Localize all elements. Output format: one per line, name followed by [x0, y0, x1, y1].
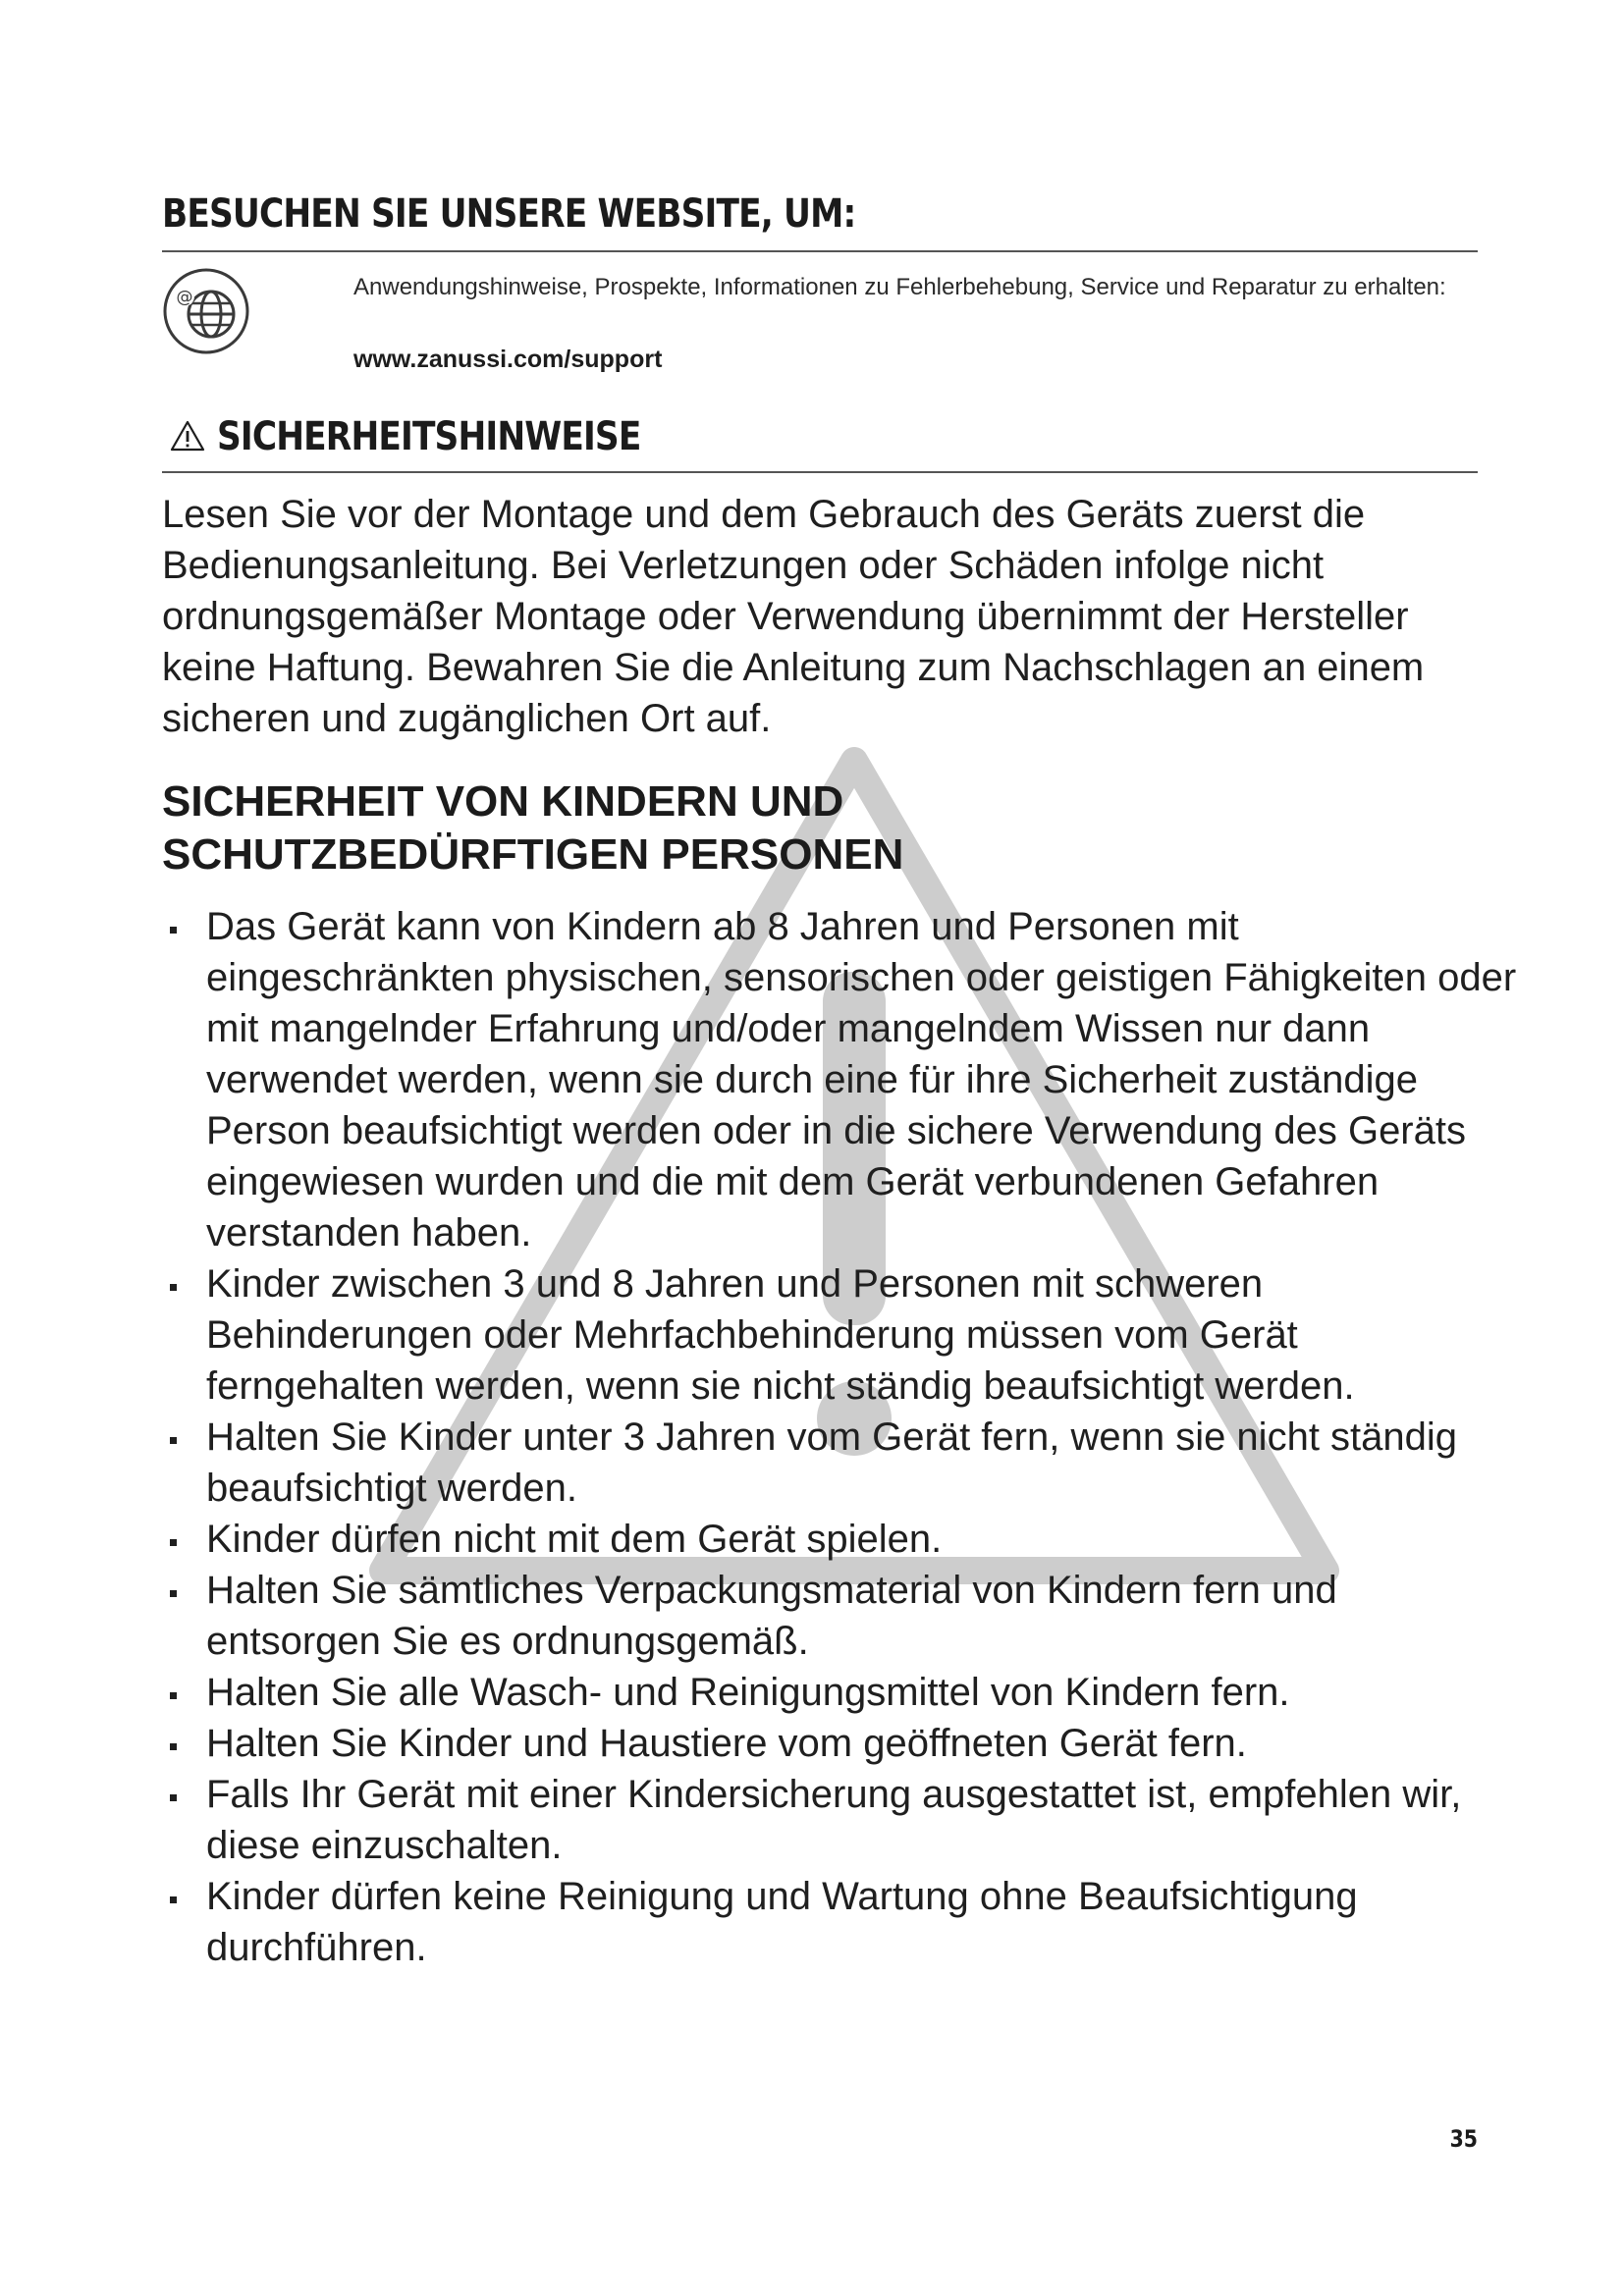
list-item [162, 1258, 1517, 1412]
list-item-text: Das Gerät kann von Kindern ab 8 Jahren und Personen mit eingeschränkten physischen, sensorischen oder geistigen Fähigkeiten oder mit mangelnder Erfahrung und/oder mangelndem Wissen nur dann verwendet werden, wenn sie durch eine für ihre Sicherheit zuständige Person beaufsichtigt werden oder in die sichere Verwendung des Geräts eingewiesen wurden und die mit dem Gerät verbundenen Gefahren verstanden haben. [206, 905, 1517, 1255]
list-item-text: Falls Ihr Gerät mit einer Kindersicherung ausgestattet ist, empfehlen wir, diese einzuschalten. [206, 1773, 1462, 1867]
children-safety-list [162, 901, 1517, 1973]
list-item-text: Kinder dürfen keine Reinigung und Wartung ohne Beaufsichtigung durchführen. [206, 1875, 1358, 1969]
list-item [162, 1565, 1517, 1667]
globe-at-icon [162, 267, 250, 355]
safety-section-title: SICHERHEITSHINWEISE [217, 414, 641, 459]
list-item-text: Halten Sie alle Wasch- und Reinigungsmittel von Kindern fern. [206, 1671, 1290, 1714]
list-item [162, 1769, 1517, 1871]
safety-intro-paragraph: Lesen Sie vor der Montage und dem Gebrauch des Geräts zuerst die Bedienungsanleitung. Bei Verletzungen oder Schäden infolge nicht ordnungsgemäßer Montage oder Verwendung übernimmt der Hersteller keine Haftung. Bewahren Sie die Anleitung zum Nachschlagen an einem sicheren und zugänglichen Ort auf. [162, 493, 1425, 740]
safety-section-divider [162, 471, 1478, 473]
children-safety-heading-line1: SICHERHEIT VON KINDERN UND [162, 777, 844, 826]
list-item [162, 1718, 1517, 1769]
children-safety-heading [162, 775, 903, 881]
page-number: 35 [1449, 2125, 1478, 2153]
page-content [162, 0, 1517, 2296]
list-item [162, 1667, 1517, 1718]
list-item [162, 1514, 1517, 1565]
list-item [162, 901, 1517, 1258]
list-item-text: Halten Sie sämtliches Verpackungsmaterial von Kindern fern und entsorgen Sie es ordnungsgemäß. [206, 1569, 1337, 1663]
support-url-link[interactable]: www.zanussi.com/support [353, 346, 663, 373]
website-description: Anwendungshinweise, Prospekte, Informationen zu Fehlerbehebung, Service und Reparatur zu erhalten: [353, 274, 1446, 300]
list-item [162, 1412, 1517, 1514]
svg-text:@: @ [176, 288, 193, 307]
warning-triangle-icon [170, 420, 205, 452]
list-item-text: Kinder zwischen 3 und 8 Jahren und Personen mit schweren Behinderungen oder Mehrfachbehinderung müssen vom Gerät ferngehalten werden, wenn sie nicht ständig beaufsichtigt werden. [206, 1262, 1355, 1408]
website-section-divider [162, 250, 1478, 252]
list-item [162, 1871, 1517, 1973]
list-item-text: Halten Sie Kinder unter 3 Jahren vom Gerät fern, wenn sie nicht ständig beaufsichtigt werden. [206, 1415, 1458, 1510]
list-item-text: Kinder dürfen nicht mit dem Gerät spielen. [206, 1518, 943, 1561]
children-safety-heading-line2: SCHUTZBEDÜRFTIGEN PERSONEN [162, 830, 904, 879]
website-section-title: BESUCHEN SIE UNSERE WEBSITE, UM: [162, 191, 856, 237]
list-item-text: Halten Sie Kinder und Haustiere vom geöffneten Gerät fern. [206, 1722, 1247, 1765]
